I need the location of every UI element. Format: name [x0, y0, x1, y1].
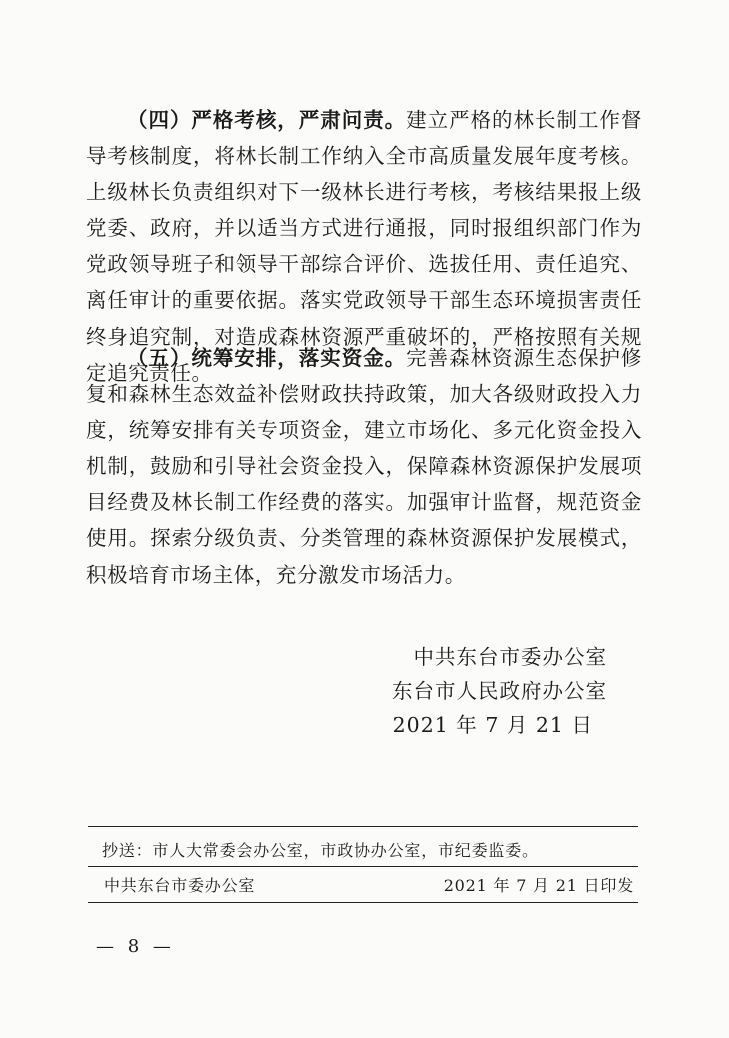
paragraph-funding — [86, 340, 642, 593]
footer-rule-bottom — [88, 902, 638, 903]
signature-org-government: 东台市人民政府办公室 — [392, 679, 607, 703]
signature-org-party: 中共东台市委办公室 — [413, 645, 607, 669]
issuer-name: 中共东台市委办公室 — [104, 876, 256, 895]
paragraph-body: 完善森林资源生态保护修复和森林生态效益补偿财政扶持政策，加大各级财政投入力度，统筹安排有关专项资金，建立市场化、多元化资金投入机制，鼓励和引导社会资金投入，保障森林资源保护发展项目经费及林长制工作经费的落实。加强审计监督，规范资金使用。探索分级负责、分类管理的森林资源保护发展模式，积极培育市场主体，充分激发市场活力。 — [86, 346, 642, 587]
paragraph-heading: （五）统筹安排，落实资金。 — [127, 346, 407, 370]
footer-rule-top — [88, 826, 638, 827]
paragraph-heading: （四）严格考核，严肃问责。 — [127, 108, 407, 132]
footer-rule-middle — [88, 866, 638, 867]
signature-date: 2021 年 7 月 21 日 — [392, 713, 593, 737]
page-number: — 8 — — [96, 936, 175, 957]
issue-date: 2021 年 7 月 21 日印发 — [443, 876, 634, 895]
cc-line: 抄送：市人大常委会办公室，市政协办公室，市纪委监委。 — [102, 841, 539, 860]
paragraph-body: 建立严格的林长制工作督导考核制度，将林长制工作纳入全市高质量发展年度考核。上级林长负责组织对下一级林长进行考核，考核结果报上级党委、政府，并以适当方式进行通报，同时报组织部门作为党政领导班子和领导干部综合评价、选拔任用、责任追究、离任审计的重要依据。落实党政领导干部生态环境损害责任终身追究制，对造成森林资源严重破坏的，严格按照有关规定追究责任。 — [86, 108, 642, 385]
